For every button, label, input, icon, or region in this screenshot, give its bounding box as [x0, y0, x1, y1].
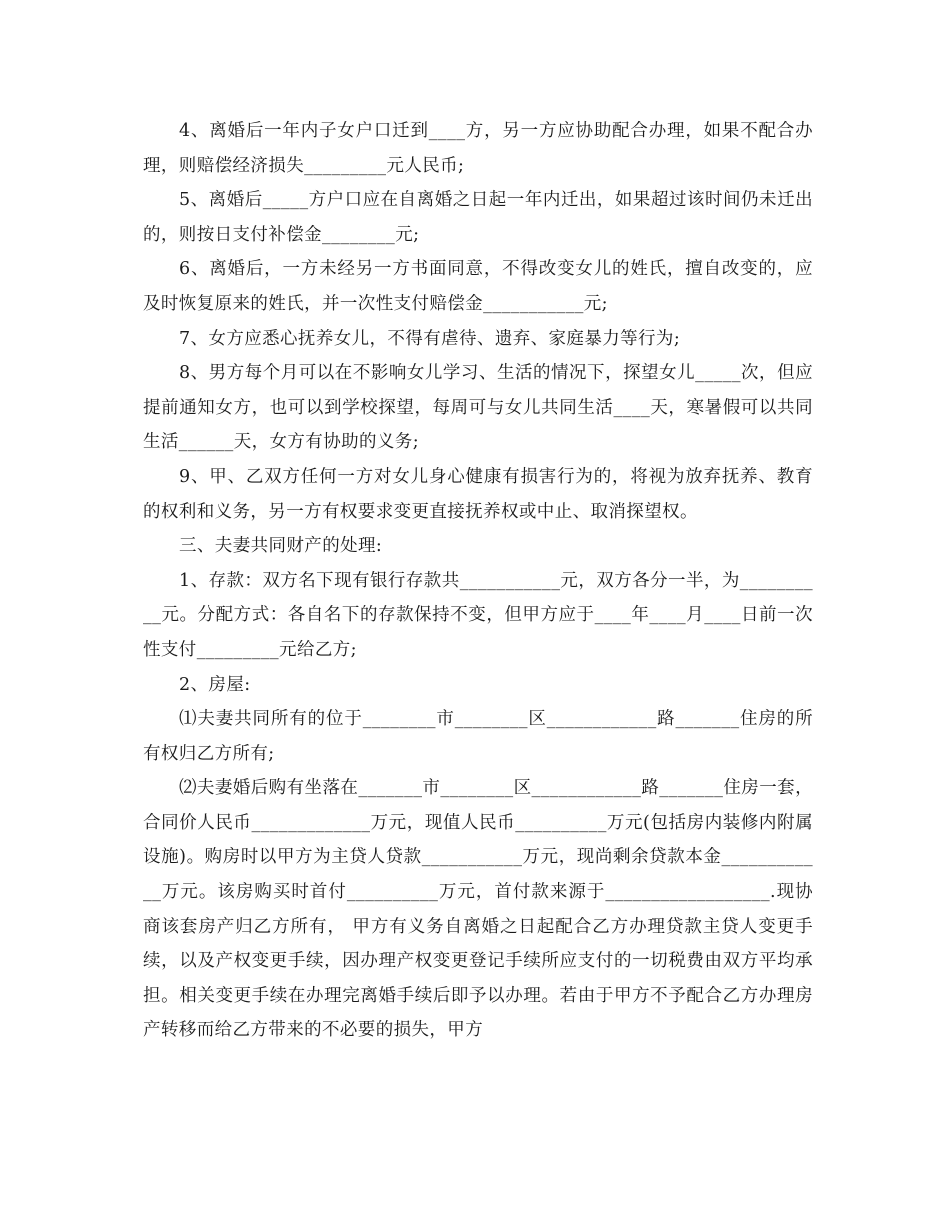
clause-6-surname-change: 6、离婚后，一方未经另一方书面同意，不得改变女儿的姓氏，擅自改变的，应及时恢复原来的姓氏，并一次性支付赔偿金___________元;	[143, 259, 813, 314]
clause-4-child-household-registration: 4、离婚后一年内子女户口迁到____方，另一方应协助配合办理，如果不配合办理，则赔偿经济损失_________元人民币;	[143, 121, 813, 176]
clause-9-custody-forfeit: 9、甲、乙双方任何一方对女儿身心健康有损害行为的，将视为放弃抚养、教育的权利和义务，另一方有权要求变更直接抚养权或中止、取消探望权。	[143, 466, 813, 522]
housing-item-1: ⑴夫妻共同所有的位于________市________区____________路_______住房的所有权归乙方所有;	[143, 709, 813, 764]
property-clause-2-housing: 2、房屋:	[179, 674, 251, 695]
clause-8-visitation: 8、男方每个月可以在不影响女儿学习、生活的情况下，探望女儿_____次，但应提前通知女方，也可以到学校探望，每周可与女儿共同生活____天，寒暑假可以共同生活______天，女方有协助的义务;	[143, 363, 813, 453]
section-heading-joint-property: 三、夫妻共同财产的处理:	[179, 536, 383, 557]
clause-7-care-obligation: 7、女方应悉心抚养女儿，不得有虐待、遗弃、家庭暴力等行为;	[179, 328, 681, 349]
document-body	[143, 114, 813, 1048]
housing-item-2: ⑵夫妻婚后购有坐落在_______市________区____________路_______住房一套，合同价人民币_____________万元，现值人民币__________万元(包括房内装修内附属设施)。购房时以甲方为主贷人贷款___________万元，现尚剩余贷款本金____________万元。该房购买时首付__________万元，首付款来源于__________________.现协商该套房产归乙方所有， 甲方有义务自离婚之日起配合乙方办理贷款主贷人变更手续，以及产权变更手续，因办理产权变更登记手续所应支付的一切税费由双方平均承担。相关变更手续在办理完离婚手续后即予以办理。若由于甲方不予配合乙方办理房产转移而给乙方带来的不必要的损失，甲方	[143, 778, 813, 1041]
clause-5-household-move-out: 5、离婚后_____方户口应在自离婚之日起一年内迁出，如果超过该时间仍未迁出的，则按日支付补偿金________元;	[143, 190, 813, 245]
property-clause-1-deposits: 1、存款：双方名下现有银行存款共___________元，双方各分一半，为__________元。分配方式：各自名下的存款保持不变，但甲方应于____年____月____日前一次性支付_________元给乙方;	[143, 570, 813, 660]
